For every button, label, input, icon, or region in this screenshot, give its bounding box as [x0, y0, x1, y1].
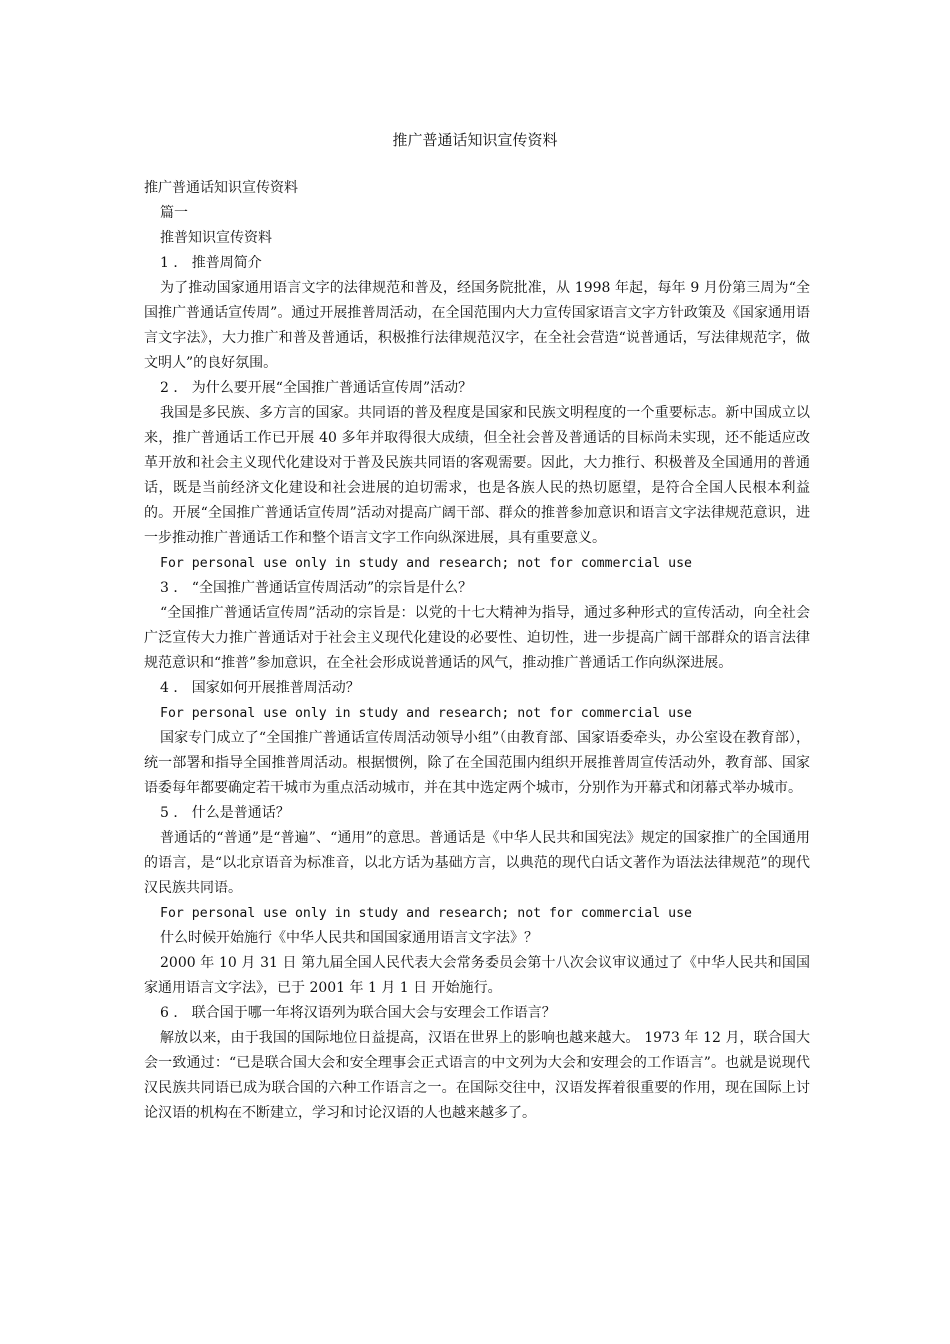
usage-notice: For personal use only in study and research; not for commercial use [160, 556, 692, 571]
section-1-heading: 1 ． 推普周简介 [160, 255, 262, 271]
section-1-paragraph: 为了推动国家通用语言文字的法律规范和普及，经国务院批准，从 1998 年起，每年 9 月份第三周为“全国推广普通话宣传周”。通过开展推普周活动，在全国范围内大力宣传国家语言文字方针政策及《国家通用语言文字法》，大力推广和普及普通话，积极推行法律规范汉字，在全社会营造“说普通话，写法律规范字，做文明人”的良好氛围。 [144, 280, 810, 371]
section-2-heading: 2 ． 为什么要开展“全国推广普通话宣传周”活动？ [160, 380, 473, 396]
document-body [144, 176, 810, 1126]
section-5-paragraph: 普通话的“普通”是“普遍”、“通用”的意思。普通话是《中华人民共和国宪法》规定的国家推广的全国通用的语言，是“以北京语音为标准音，以北方话为基础方言，以典范的现代白话文著作为语法法律规范”的现代汉民族共同语。 [144, 830, 810, 896]
section-4-heading: 4 ． 国家如何开展推普周活动？ [160, 680, 360, 696]
usage-notice: For personal use only in study and research; not for commercial use [160, 906, 692, 921]
section-6-heading: 6 ． 联合国于哪一年将汉语列为联合国大会与安理会工作语言？ [160, 1005, 556, 1021]
section-4-paragraph: 国家专门成立了“全国推广普通话宣传周活动领导小组”（由教育部、国家语委牵头，办公室设在教育部），统一部署和指导全国推普周活动。根据惯例，除了在全国范围内组织开展推普周宣传活动外，教育部、国家语委每年都要确定若干城市为重点活动城市，并在其中选定两个城市，分别作为开幕式和闭幕式举办城市。 [144, 730, 810, 796]
section-3-paragraph: “全国推广普通话宣传周”活动的宗旨是：以党的十七大精神为指导，通过多种形式的宣传活动，向全社会广泛宣传大力推广普通话对于社会主义现代化建设的必要性、迫切性，进一步提高广阔干部群众的语言法律规范意识和“推普”参加意识，在全社会形成说普通话的风气，推动推广普通话工作向纵深进展。 [144, 605, 810, 671]
section-subtitle: 推普知识宣传资料 [160, 230, 272, 246]
section-5-heading: 5 ． 什么是普通话？ [160, 805, 290, 821]
part-label: 篇一 [160, 205, 188, 221]
law-answer: 2000 年 10 月 31 日 第九届全国人民代表大会常务委员会第十八次会议审议通过了《中华人民共和国国家通用语言文字法》，已于 2001 年 1 月 1 日 开始施行。 [144, 955, 810, 996]
section-2-paragraph: 我国是多民族、多方言的国家。共同语的普及程度是国家和民族文明程度的一个重要标志。新中国成立以来，推广普通话工作已开展 40 多年并取得很大成绩，但全社会普及普通话的目标尚未实现，还不能适应改革开放和社会主义现代化建设对于普及民族共同语的客观需要。因此，大力推行、积极普及全国通用的普通话，既是当前经济文化建设和社会进展的迫切需求，也是各族人民的热切愿望，是符合全国人民根本利益的。开展“全国推广普通话宣传周”活动对提高广阔干部、群众的推普参加意识和语言文字法律规范意识，进一步推动推广普通话工作和整个语言文字工作向纵深进展，具有重要意义。 [144, 405, 810, 546]
document-heading: 推广普通话知识宣传资料 [144, 180, 298, 196]
section-6-paragraph: 解放以来，由于我国的国际地位日益提高，汉语在世界上的影响也越来越大。 1973 年 12 月，联合国大会一致通过：“已是联合国大会和安全理事会正式语言的中文列为大会和安理会的工作语言”。也就是说现代汉民族共同语已成为联合国的六种工作语言之一。在国际交往中，汉语发挥着很重要的作用，现在国际上讨论汉语的机构在不断建立，学习和讨论汉语的人也越来越多了。 [144, 1030, 810, 1121]
usage-notice: For personal use only in study and research; not for commercial use [160, 706, 692, 721]
law-question: 什么时候开始施行《中华人民共和国国家通用语言文字法》？ [160, 930, 538, 946]
document-title: 推广普通话知识宣传资料 [392, 131, 558, 149]
section-3-heading: 3 ． “全国推广普通话宣传周活动”的宗旨是什么？ [160, 580, 473, 596]
